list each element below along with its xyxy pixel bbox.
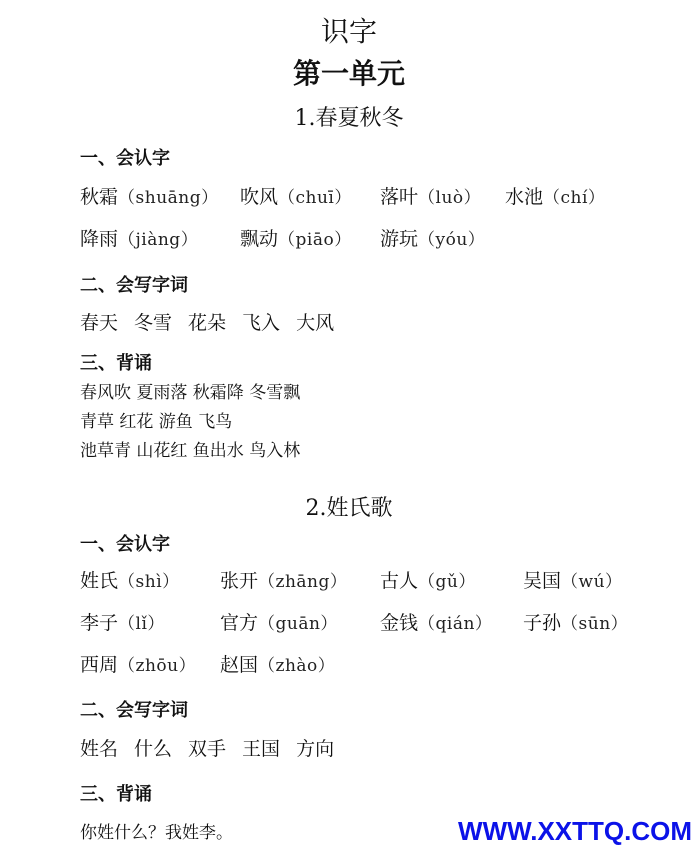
vocab-item: 古人（gǔ） [380, 570, 476, 592]
lesson-1-write-words [80, 314, 350, 333]
write-word: 王国 [242, 738, 281, 760]
lesson-1-title: 1.春夏秋冬 [294, 106, 404, 131]
vocab-item: 金钱（qián） [380, 612, 493, 634]
lesson-2-recite-heading: 三、背诵 [80, 784, 152, 805]
lesson-2-recognize-heading: 一、会认字 [80, 534, 170, 555]
lesson-2-title: 2.姓氏歌 [305, 496, 393, 521]
lesson-1-recite-heading: 三、背诵 [80, 353, 152, 374]
recite-line: 青草 红花 游鱼 飞鸟 [80, 412, 233, 432]
write-word: 花朵 [188, 312, 227, 334]
write-word: 飞入 [242, 312, 281, 334]
vocab-item: 张开（zhāng） [220, 570, 348, 592]
write-word: 姓名 [80, 738, 119, 760]
vocab-item: 子孙（sūn） [523, 612, 629, 634]
vocab-item: 官方（guān） [220, 612, 338, 634]
write-word: 方向 [296, 738, 335, 760]
vocab-item: 秋霜（shuāng） [80, 186, 219, 208]
lesson-2-write-words [80, 740, 350, 759]
recite-line: 你姓什么？我姓李。 [80, 823, 233, 843]
vocab-item: 水池（chí） [505, 186, 606, 208]
write-word: 什么 [134, 738, 173, 760]
vocab-item: 吴国（wú） [523, 570, 623, 592]
unit-title: 第一单元 [292, 57, 405, 90]
vocab-item: 西周（zhōu） [80, 654, 197, 676]
vocab-item: 吹风（chuī） [240, 186, 352, 208]
vocab-item: 姓氏（shì） [80, 570, 180, 592]
vocab-item: 李子（lǐ） [80, 612, 165, 634]
recite-line: 春风吹 夏雨落 秋霜降 冬雪飘 [80, 383, 301, 403]
page-title: 识字 [320, 15, 377, 48]
recite-line: 池草青 山花红 鱼出水 鸟入林 [80, 441, 301, 461]
write-word: 冬雪 [134, 312, 173, 334]
vocab-item: 降雨（jiàng） [80, 228, 199, 250]
lesson-2-write-heading: 二、会写字词 [80, 700, 188, 721]
write-word: 大风 [296, 312, 335, 334]
vocab-item: 赵国（zhào） [220, 654, 336, 676]
vocab-item: 落叶（luò） [380, 186, 482, 208]
vocab-item: 游玩（yóu） [380, 228, 486, 250]
lesson-1-recognize-heading: 一、会认字 [80, 148, 170, 169]
vocab-item: 飘动（piāo） [240, 228, 352, 250]
write-word: 双手 [188, 738, 227, 760]
write-word: 春天 [80, 312, 119, 334]
lesson-1-write-heading: 二、会写字词 [80, 275, 188, 296]
watermark: WWW.XXTTQ.COM [458, 816, 692, 846]
